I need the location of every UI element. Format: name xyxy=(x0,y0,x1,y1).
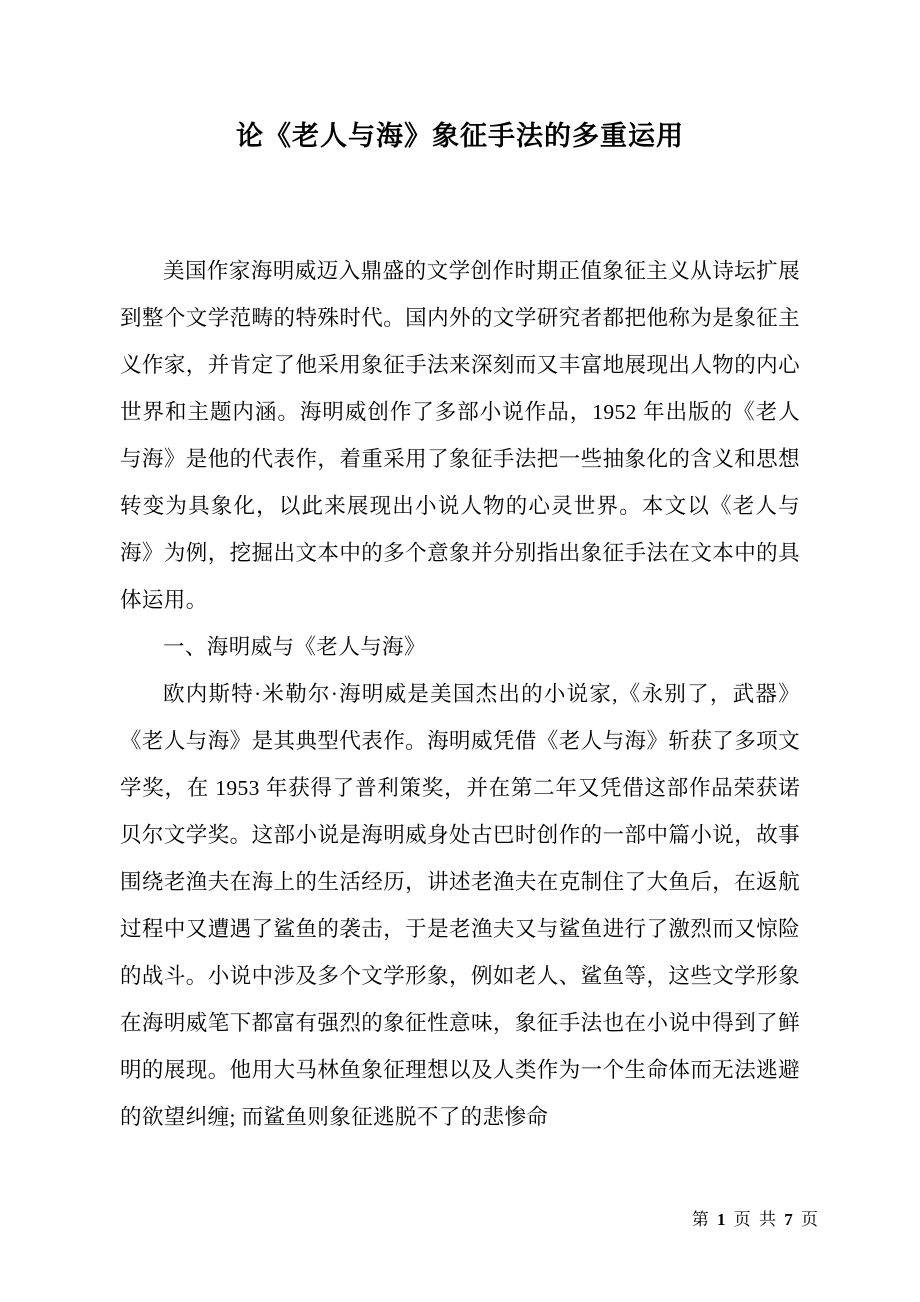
footer-total-unit: 页 xyxy=(801,1210,820,1229)
footer-total-label: 共 xyxy=(759,1210,778,1229)
footer-page-prefix: 第 xyxy=(691,1210,711,1229)
document-body xyxy=(120,156,800,1141)
page-footer xyxy=(0,1205,920,1230)
footer-page-unit: 页 xyxy=(733,1210,753,1229)
section-heading-one: 一、海明威与《老人与海》 xyxy=(163,634,426,659)
footer-total-pages: 7 xyxy=(784,1210,795,1229)
paragraph-section-one-body: 欧内斯特·米勒尔·海明威是美国杰出的小说家,《永别了，武器》《老人与海》是其典型代表作。海明威凭借《老人与海》斩获了多项文学奖，在 1953 年获得了普利策奖，并在第二年又凭借这部作品荣获诺贝尔文学奖。这部小说是海明威身处古巴时创作的一部中篇小说，故事围绕老渔夫在海上的生活经历，讲述老渔夫在克制住了大鱼后，在返航过程中又遭遇了鲨鱼的袭击，于是老渔夫又与鲨鱼进行了激烈而又惊险的战斗。小说中涉及多个文学形象，例如老人、鲨鱼等，这些文学形象在海明威笔下都富有强烈的象征性意味，象征手法也在小说中得到了鲜明的展现。他用大马林鱼象征理想以及人类作为一个生命体而无法逃避的欲望纠缠; 而鲨鱼则象征逃脱不了的悲惨命 xyxy=(120,681,800,1129)
paragraph-abstract: 美国作家海明威迈入鼎盛的文学创作时期正值象征主义从诗坛扩展到整个文学范畴的特殊时代。国内外的文学研究者都把他称为是象征主义作家，并肯定了他采用象征手法来深刻而又丰富地展现出人物的内心世界和主题内涵。海明威创作了多部小说作品，1952 年出版的《老人与海》是他的代表作，着重采用了象征手法把一些抽象化的含义和思想转变为具象化，以此来展现出小说人物的心灵世界。本文以《老人与海》为例，挖掘出文本中的多个意象并分别指出象征手法在文本中的具体运用。 xyxy=(120,258,800,612)
page-title: 论《老人与海》象征手法的多重运用 xyxy=(236,121,684,151)
footer-current-page: 1 xyxy=(717,1210,728,1229)
